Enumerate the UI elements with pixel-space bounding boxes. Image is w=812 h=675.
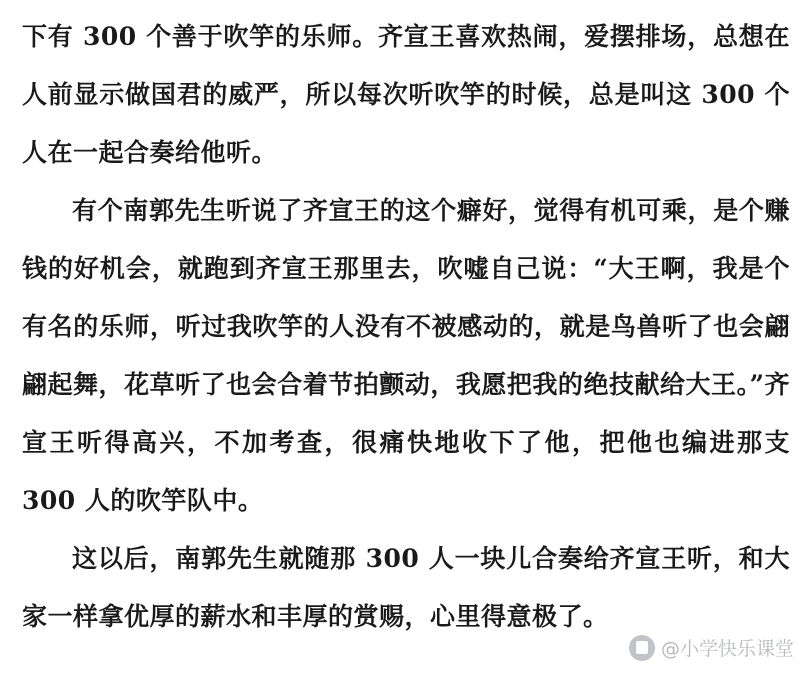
paragraph-2: 有个南郭先生听说了齐宣王的这个癖好，觉得有机可乘，是个赚钱的好机会，就跑到齐宣王那里去，吹嘘自己说：“大王啊，我是个有名的乐师，听过我吹竽的人没有不被感动的，就是鸟兽听了也会翩翩起舞，花草听了也会合着节拍颤动，我愿把我的绝技献给大王。”齐宣王听得高兴，不加考查，很痛快地收下了他，把他也编进那支 300 人的吹竽队中。 [22,196,790,515]
paragraph-3: 这以后，南郭先生就随那 300 人一块儿合奏给齐宣王听，和大家一样拿优厚的薪水和丰厚的赏赐，心里得意极了。 [22,544,790,631]
paragraph-1: 下有 300 个善于吹竽的乐师。齐宣王喜欢热闹，爱摆排场，总想在人前显示做国君的威严，所以每次听吹竽的时候，总是叫这 300 个人在一起合奏给他听。 [22,22,790,167]
watermark-text: @小学快乐课堂 [660,638,794,660]
